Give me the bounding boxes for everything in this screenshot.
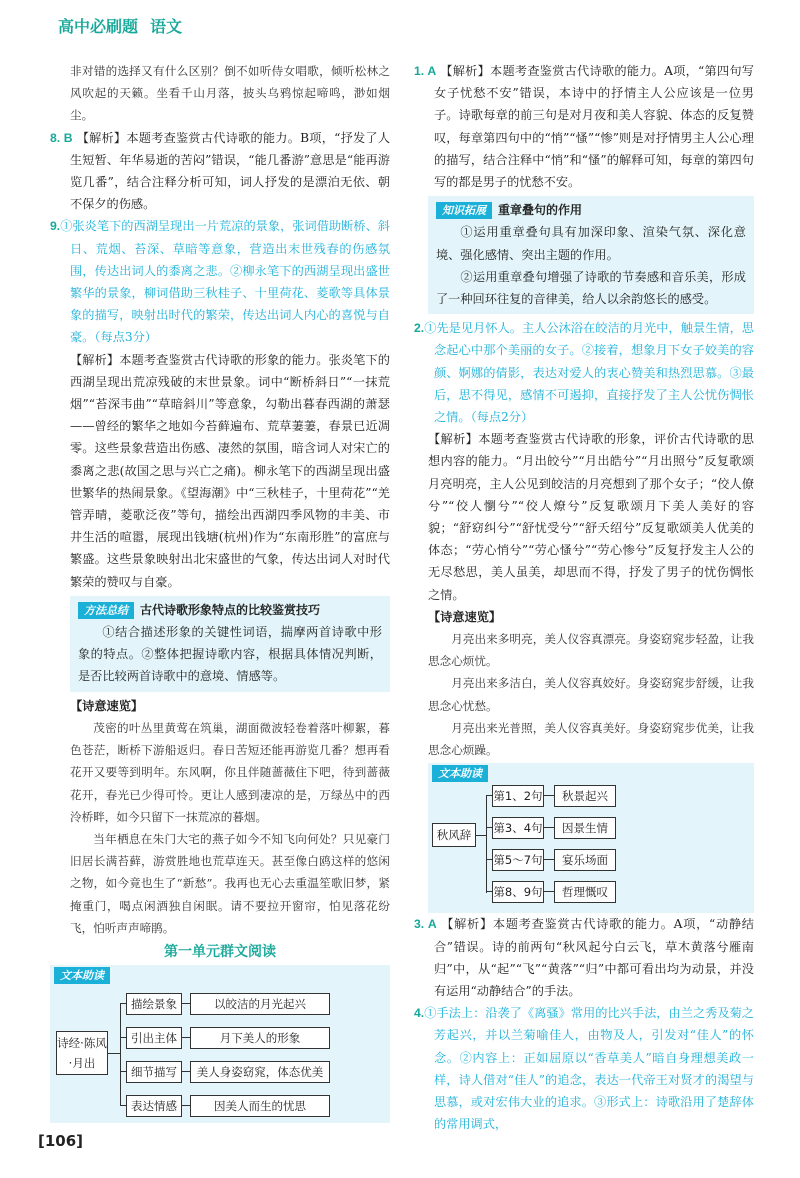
book-title: 高中必刷题 [58, 17, 139, 36]
diagram-item-value: 秋景起兴 [554, 785, 616, 807]
method-summary-box [70, 596, 390, 692]
q2-analysis: 【解析】本题考查鉴赏古代诗歌的形象，评价古代诗歌的思想内容的能力。“月出皎兮”“月出皓兮”“月出照兮”反复歌颂月亮明亮，主人公见到皎洁的月亮想到了那个女子；“佼人僚兮”“佼人懰兮”“佼人燎兮”反复歌颂月下美人美好的容貌；“舒窈纠兮”“舒忧受兮”“舒夭绍兮”反复歌颂美人优美的体态；“劳心悄兮”“劳心慅兮”“劳心惨兮”反复抒发主人公的无尽愁思，美人虽美，却思而不得，抒发了男子的忧伤惆怅之情。 [428, 432, 754, 602]
right-diagram-label: 文本助读 [432, 765, 488, 782]
question-4-answer [414, 1002, 754, 1135]
diagram-item-value: 美人身姿窈窕，体态优美 [190, 1061, 330, 1083]
knowledge-title: 重章叠句的作用 [498, 203, 583, 218]
knowledge-p2: ②运用重章叠句增强了诗歌的节奏感和音乐美，形成了一种回环往复的音律美，给人以余韵悠长的感受。 [436, 269, 746, 307]
q2-answer-text: ①先是见月怀人。主人公沐浴在皎洁的月光中，触景生情，思念起心中那个美丽的女子。②接着，想象月下女子姣美的容颜、婀娜的倩影，表达对爱人的衷心赞美和热烈思慕。③最后，思不得见，感情不可遏抑，直接抒发了主人公忧伤惆怅之情。（每点2分） [424, 321, 754, 425]
left-speed-p2: 当年栖息在朱门大宅的燕子如今不知飞向何处？只见豪门旧居长满苔藓，游赏胜地也荒草连天。甚至像白鸥这样的悠闲之物，如今竟也生了“新愁”。我再也无心去重温笙歌旧梦，紧掩重门，喝点闲酒独自闲眠。请不要拉开窗帘，怕见落花纷飞，怕听声声啼鹃。 [70, 831, 390, 935]
q4-number: 4. [414, 1006, 425, 1021]
q8-number: 8. B [50, 130, 73, 145]
diagram-item-key: 第5～7句 [492, 849, 544, 871]
left-text-diagram [50, 965, 390, 1123]
diagram-item-value: 哲理慨叹 [554, 881, 616, 903]
page-header [52, 6, 752, 46]
knowledge-p1: ①运用重章叠句具有加深印象、渲染气氛、深化意境、强化感情、突出主题的作用。 [436, 225, 746, 262]
diagram-item-value: 月下美人的形象 [190, 1027, 330, 1049]
method-title: 古代诗歌形象特点的比较鉴赏技巧 [140, 602, 321, 617]
diagram-item-link [544, 859, 554, 860]
left-diagram-root: 诗经·陈风·月出 [56, 1031, 108, 1075]
right-column [414, 60, 754, 1135]
question-8 [50, 127, 390, 216]
diagram-item-key: 第8、9句 [492, 881, 544, 903]
diagram-item-link [182, 1037, 190, 1038]
q4-answer-text: ①手法上：沿袭了《离骚》常用的比兴手法，由兰之秀及菊之芳起兴，并以兰菊喻佳人，由物及人，引发对“佳人”的怀念。②内容上：正如屈原以“香草美人”暗自身理想美政一样，诗人借对“佳人”的追念，表达一代帝王对贤才的渴望与思慕，或对宏伟大业的追求。③形式上：诗歌沿用了楚辞体的常用调式， [424, 1006, 754, 1132]
subject-title: 语文 [150, 17, 183, 36]
left-diagram-label: 文本助读 [54, 967, 110, 984]
right-speed-p1: 月亮出来多明亮，美人仪容真漂亮。身姿窈窕步轻盈，让我思念心烦忧。 [428, 632, 754, 669]
diagram-item-key: 细节描写 [126, 1061, 182, 1083]
right-speed-p2: 月亮出来多洁白，美人仪容真姣好。身姿窈窕步舒缓，让我思念心忧愁。 [428, 676, 754, 713]
diagram-item-value: 宴乐场面 [554, 849, 616, 871]
right-diagram-spine [486, 795, 487, 893]
q9-analysis: 【解析】本题考查鉴赏古代诗歌的形象的能力。张炎笔下的西湖呈现出荒凉残破的末世景象。词中“断桥斜日”“一抹荒烟”“苔深韦曲”“草暗斜川”等意象，勾勒出暮春西湖的萧瑟——曾经的繁华之地如今苔藓遍布、荒草萋萋，春景已近凋零。这些景象营造出伤感、凄然的氛围，暗含词人对宋亡的黍离之悲(故国之思与兴亡之痛)。柳永笔下的西湖呈现出盛世繁华的热闹景象。《望海潮》中“三秋桂子，十里荷花”“羌管弄晴，菱歌泛夜”等句，描绘出西湖四季风物的丰美、市井生活的喧嚣，展现出钱塘(杭州)作为“东南形胜”的富庶与繁盛。这些景象映射出北宋盛世的气象，传达出词人对时代繁荣的赞叹与自豪。 [70, 352, 390, 589]
diagram-item-key: 引出主体 [126, 1027, 182, 1049]
right-diagram-root: 秋风辞 [432, 823, 476, 847]
q1-number: 1. A [414, 64, 437, 78]
left-speed-p1: 茂密的叶丛里黄莺在筑巢，湖面微波轻卷着落叶柳絮，暮色苍茫，断桥下游船返归。春日苦短还能再游览几番？想再看花开又要等到明年。东风啊，你且伴随蔷薇住下吧，待到蔷薇花开，春光已少得可怜。更让人感到凄凉的是，万绿丛中的西泠桥畔，如今只留下一抹荒凉的暮烟。 [70, 720, 390, 824]
knowledge-box [428, 196, 754, 314]
question-9-answer [50, 215, 390, 348]
diagram-item-key: 表达情感 [126, 1095, 182, 1117]
right-text-diagram [428, 763, 754, 913]
left-column [50, 60, 390, 1123]
diagram-item-link [182, 1003, 190, 1004]
question-2-answer [414, 317, 754, 428]
diagram-item-value: 因美人而生的忧思 [190, 1095, 330, 1117]
right-diagram-connector [476, 835, 486, 836]
q3-text: 【解析】本题考查鉴赏古代诗歌的能力。A项，“动静结合”错误。诗的前两句“秋风起兮白云飞，草木黄落兮雁南归”中，从“起”“飞”“黄落”“归”中都可看出均为动景，并没有运用“动静结合”的手法。 [434, 917, 754, 998]
diagram-item-key: 描绘景象 [126, 993, 182, 1015]
page-number: [106] [38, 1132, 84, 1150]
left-speed-title: 【诗意速览】 [70, 698, 144, 713]
diagram-item-key: 第3、4句 [492, 817, 544, 839]
right-speed-p3: 月亮出来光普照，美人仪容真美好。身姿窈窕步优美，让我思念心烦躁。 [428, 720, 754, 758]
q2-number: 2. [414, 321, 425, 336]
q1-text: 【解析】本题考查鉴赏古代诗歌的能力。A项，“第四句写女子忧愁不安”错误，本诗中的抒情主人公应该是一位男子。诗歌每章的前三句是对月夜和美人容貌、体态的反复赞叹，每章第四句中的“悄”“慅”“惨”则是对抒情男主人公心理的描写，结合注释中“悄”和“慅”的解释可知，每章的第四句写的都是男子的忧愁不安。 [434, 64, 754, 190]
diagram-item-link [182, 1071, 190, 1072]
q9-answer-text: ①张炎笔下的西湖呈现出一片荒凉的景象，张词借助断桥、斜日、荒烟、苔深、草暗等意象，营造出末世残春的伤感氛围，传达出词人的黍离之悲。②柳永笔下的西湖呈现出盛世繁华的景象，柳词借助三秋桂子、十里荷花、菱歌等具体景象的描写，映射出时代的繁荣，传达出词人内心的喜悦与自豪。（每点3分） [60, 219, 390, 345]
diagram-item-value: 以皎洁的月光起兴 [190, 993, 330, 1015]
q8-text: 【解析】本题考查鉴赏古代诗歌的能力。B项，“抒发了人生短暂、年华易逝的苦闷”错误，“能几番游”意思是“能再游览几番”，结合注释分析可知，词人抒发的是漂泊无依、朝不保夕的伤感。 [70, 130, 391, 212]
diagram-item-value: 因景生情 [554, 817, 616, 839]
diagram-item-link [544, 795, 554, 796]
group-reading-heading: 第一单元群文阅读 [164, 943, 276, 960]
q9-number: 9. [50, 219, 61, 234]
knowledge-label: 知识拓展 [436, 202, 492, 219]
left-diagram-spine [120, 1003, 121, 1105]
method-text: ①结合描述形象的关键性词语，揣摩两首诗歌中形象的特点。②整体把握诗歌内容，根据具体情况判断，是否比较两首诗歌中的意境、情感等。 [78, 625, 382, 684]
diagram-item-key: 第1、2句 [492, 785, 544, 807]
left-diagram-connector [108, 1053, 120, 1054]
question-1 [414, 60, 754, 193]
question-3 [414, 913, 754, 1002]
method-label: 方法总结 [78, 602, 134, 619]
header-title [58, 14, 194, 37]
right-speed-title: 【诗意速览】 [428, 609, 502, 624]
diagram-item-link [182, 1105, 190, 1106]
diagram-item-link [544, 827, 554, 828]
page-number-value: 106 [44, 1132, 77, 1150]
q3-number: 3. A [414, 917, 437, 932]
diagram-item-link [544, 891, 554, 892]
continued-text: 非对错的选择又有什么区别？倒不如听侍女唱歌，倾听松林之风吹起的天籁。坐看千山月落，披头乌鸦惊起啼鸣，渺如烟尘。 [70, 64, 390, 123]
